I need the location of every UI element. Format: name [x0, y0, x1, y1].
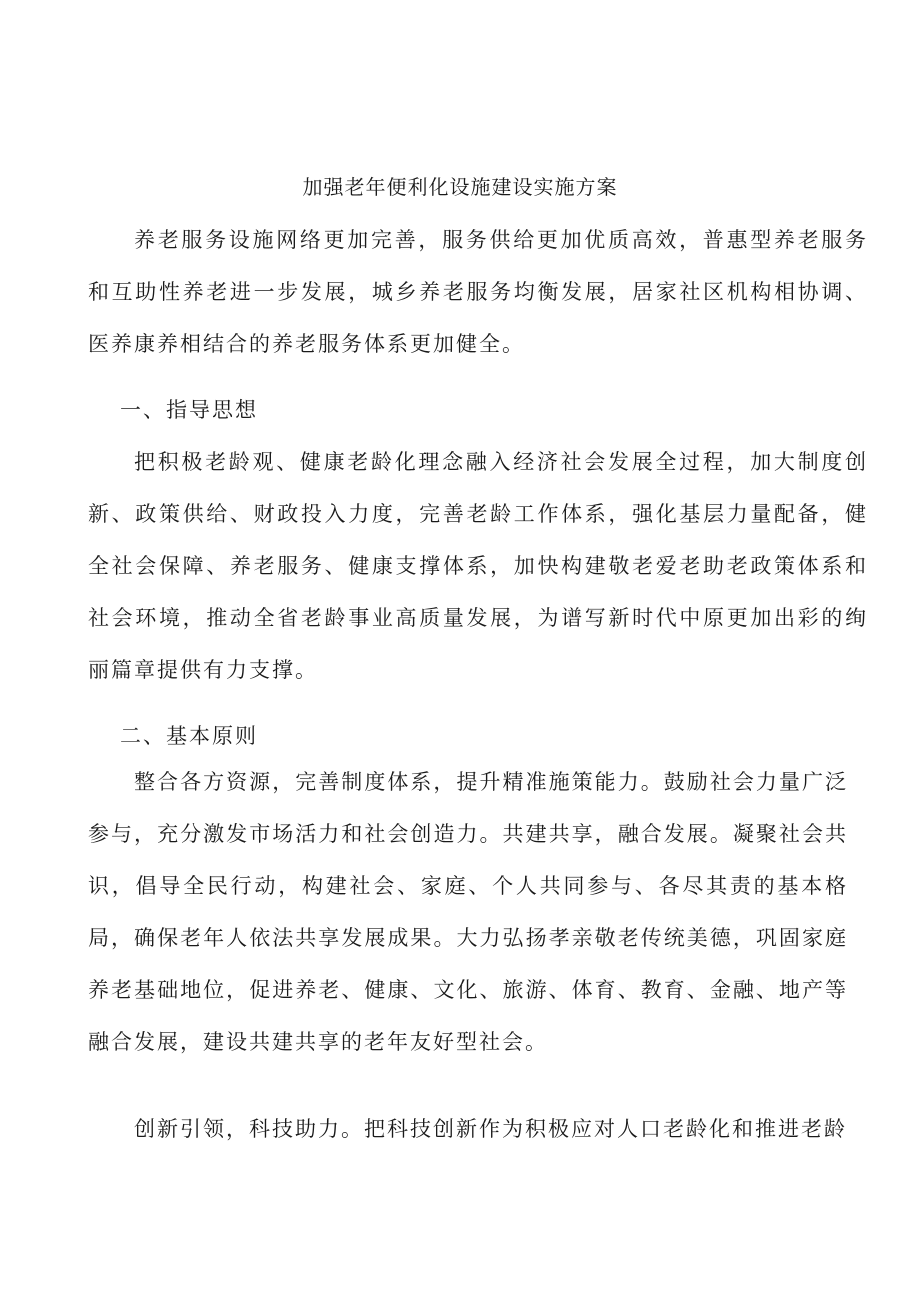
intro-paragraph: 养老服务设施网络更加完善，服务供给更加优质高效，普惠型养老服务和互助性养老进一步发展，城乡养老服务均衡发展，居家社区机构相协调、医养康养相结合的养老服务体系更加健全。 [88, 228, 868, 356]
section-heading-basic-principles: 二、基本原则 [120, 724, 258, 748]
section-paragraph-basic-principles: 整合各方资源，完善制度体系，提升精准施策能力。鼓励社会力量广泛参与，充分激发市场活力和社会创造力。共建共享，融合发展。凝聚社会共识，倡导全民行动，构建社会、家庭、个人共同参与、各尽其责的基本格局，确保老年人依法共享发展成果。大力弘扬孝亲敬老传统美德，巩固家庭养老基础地位，促进养老、健康、文化、旅游、体育、教育、金融、地产等融合发展，建设共建共享的老年友好型社会。 [88, 770, 848, 1054]
innovation-paragraph: 创新引领，科技助力。把科技创新作为积极应对人口老龄化和推进老龄 [134, 1117, 847, 1141]
section-heading-guiding-ideology: 一、指导思想 [120, 398, 258, 422]
section-paragraph-guiding-ideology: 把积极老龄观、健康老龄化理念融入经济社会发展全过程，加大制度创新、政策供给、财政投入力度，完善老龄工作体系，强化基层力量配备，健全社会保障、养老服务、健康支撑体系，加快构建敬老爱老助老政策体系和社会环境，推动全省老龄事业高质量发展，为谱写新时代中原更加出彩的绚丽篇章提供有力支撑。 [88, 450, 868, 682]
document-title: 加强老年便利化设施建设实施方案 [302, 175, 618, 199]
